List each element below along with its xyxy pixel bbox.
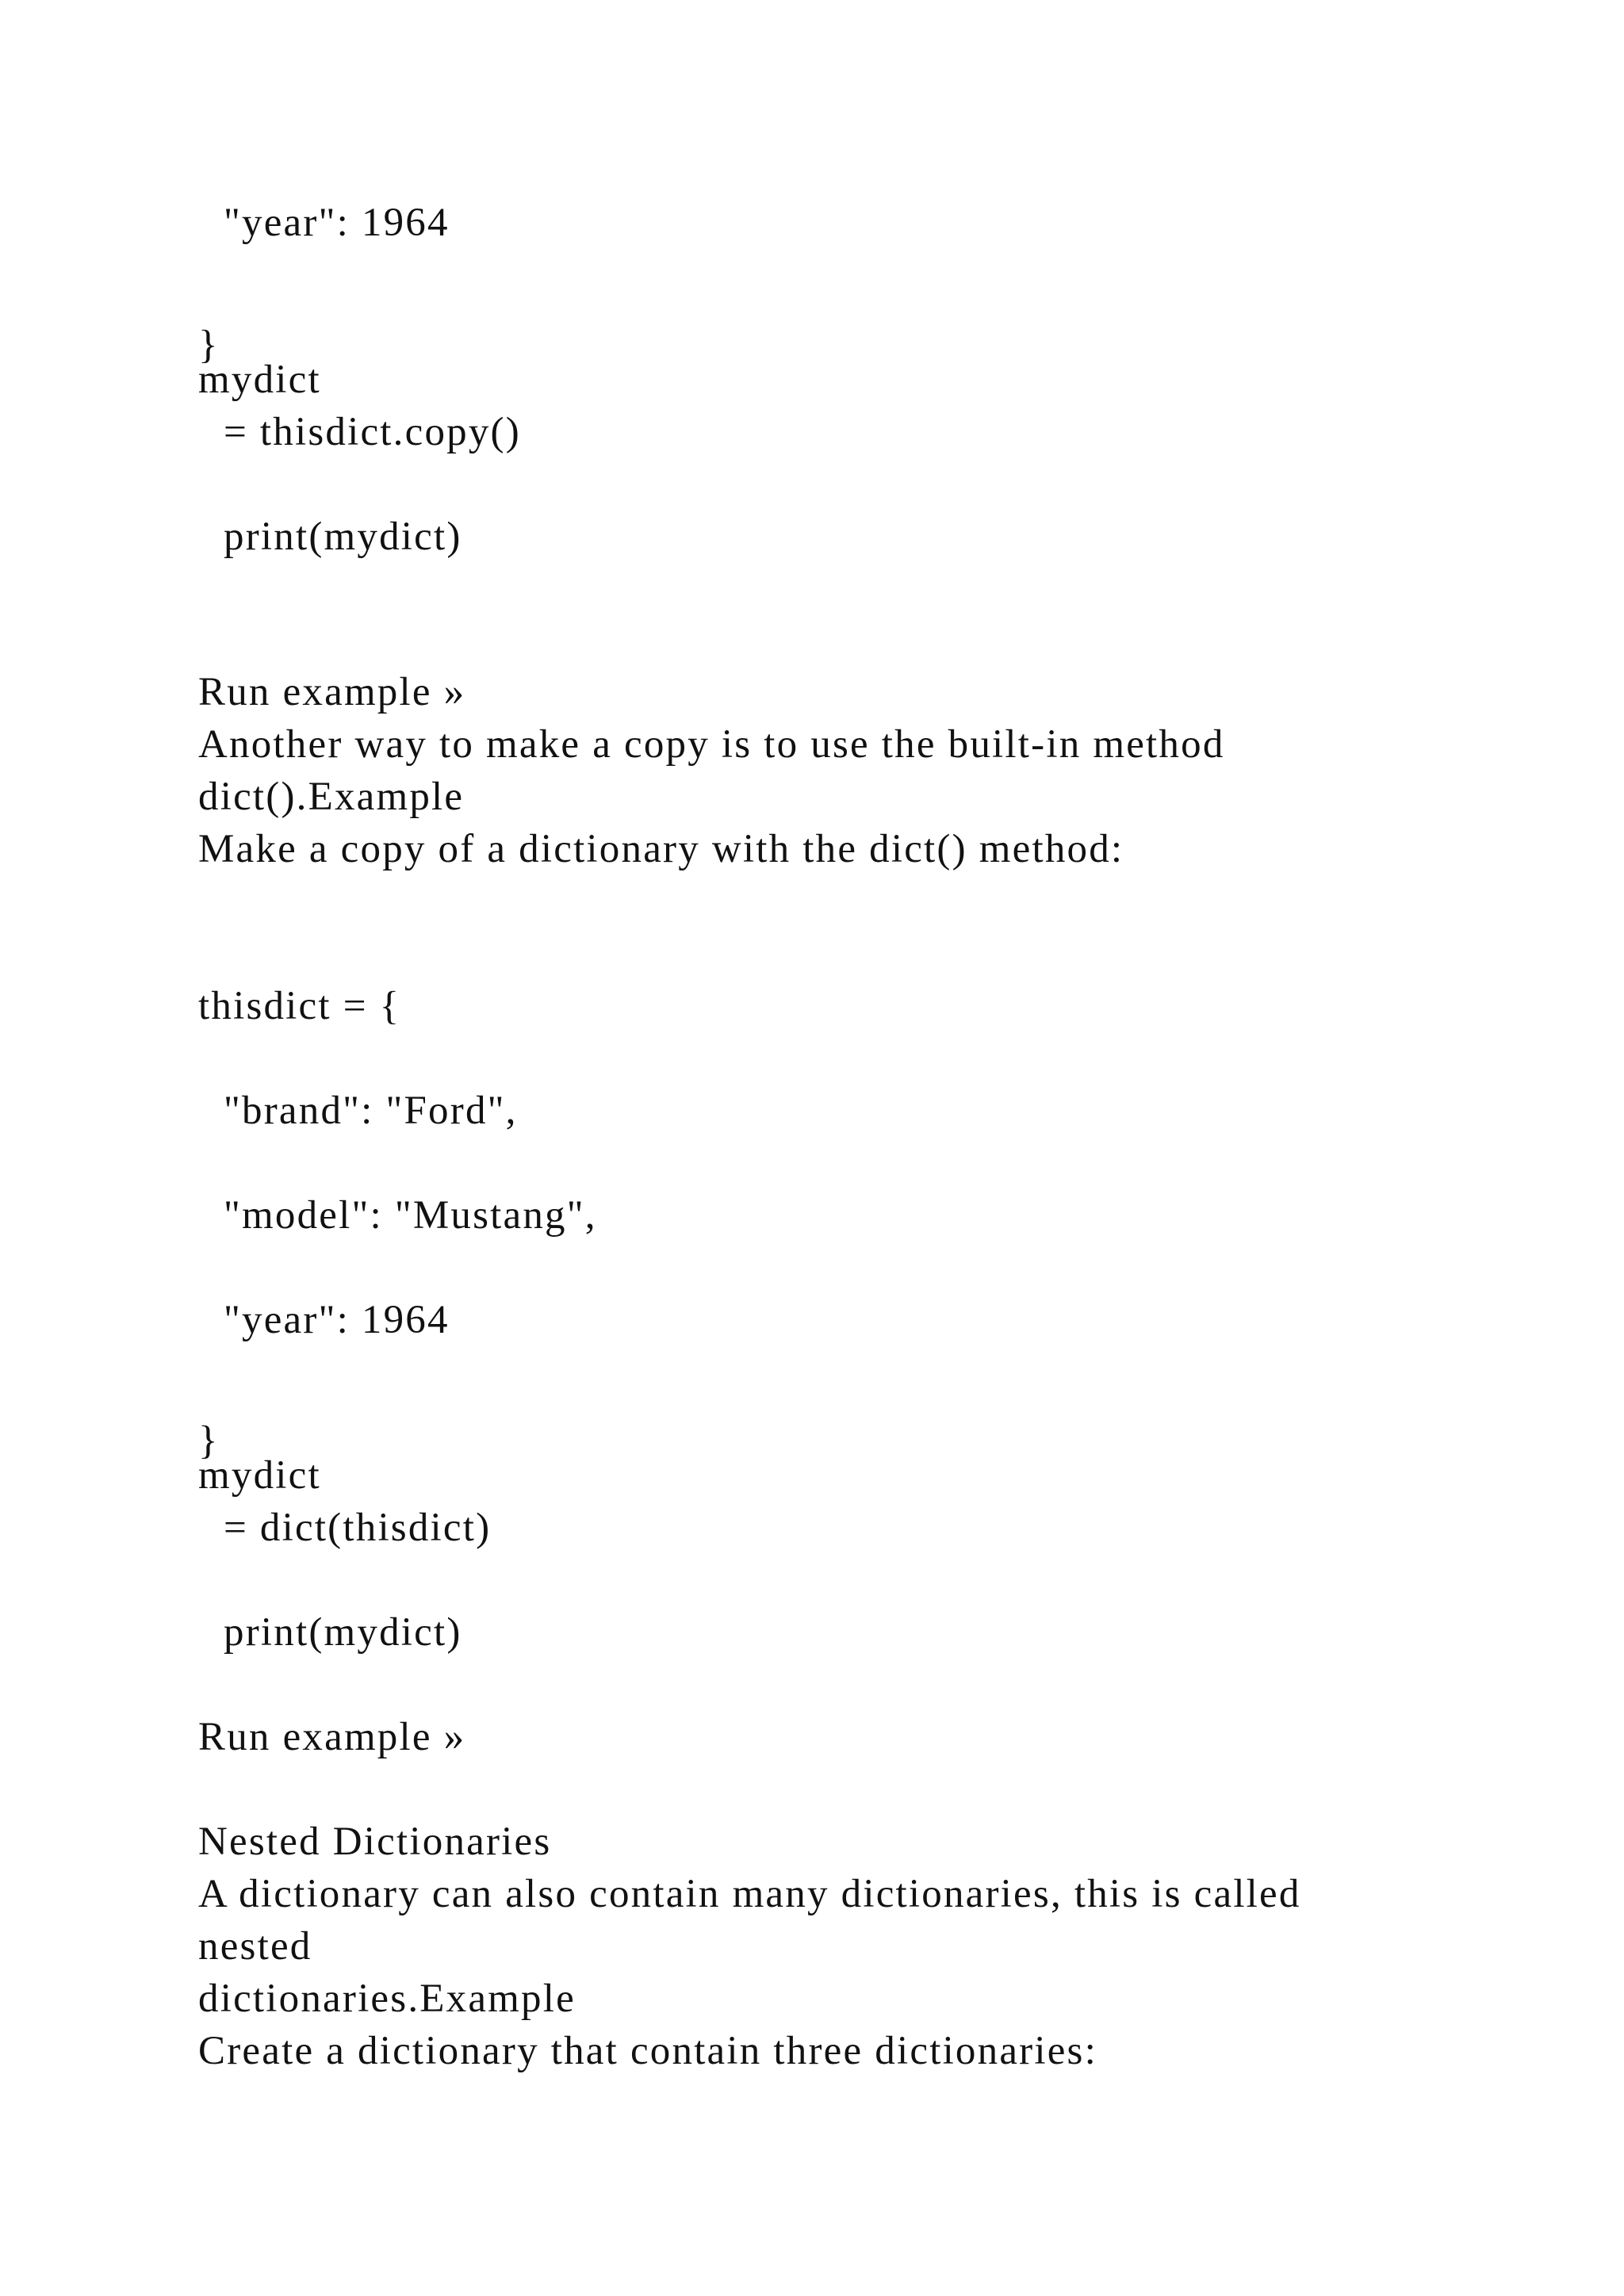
example-description: Create a dictionary that contain three dictionaries: [198,2029,1097,2073]
code-line-model: "model": "Mustang", [224,1193,597,1238]
run-example-link[interactable]: Run example » [198,1715,466,1759]
code-line-print: print(mydict) [224,1610,462,1655]
example-description: Make a copy of a dictionary with the dict() method: [198,827,1124,871]
paragraph-line: dictionaries.Example [198,1976,576,2021]
run-example-link[interactable]: Run example » [198,670,466,714]
code-line-mydict: mydict [198,358,321,402]
code-line-mydict: mydict [198,1453,321,1498]
paragraph-line: A dictionary can also contain many dictionaries, this is called [198,1872,1301,1916]
code-line-closing-brace: } [198,323,220,367]
code-line-print: print(mydict) [224,515,462,559]
paragraph-line: dict().Example [198,775,465,819]
code-line-brand: "brand": "Ford", [224,1089,518,1133]
code-line-copy-call: = thisdict.copy() [224,410,521,454]
paragraph-line: Another way to make a copy is to use the built-in method [198,722,1225,767]
code-line-dict-call: = dict(thisdict) [224,1506,492,1550]
paragraph-line: nested [198,1924,312,1969]
section-heading: Nested Dictionaries [198,1820,552,1864]
code-line-year: "year": 1964 [224,1298,450,1342]
code-line-closing-brace: } [198,1418,220,1463]
code-line-year: "year": 1964 [224,201,450,245]
code-line-thisdict: thisdict = { [198,984,401,1028]
